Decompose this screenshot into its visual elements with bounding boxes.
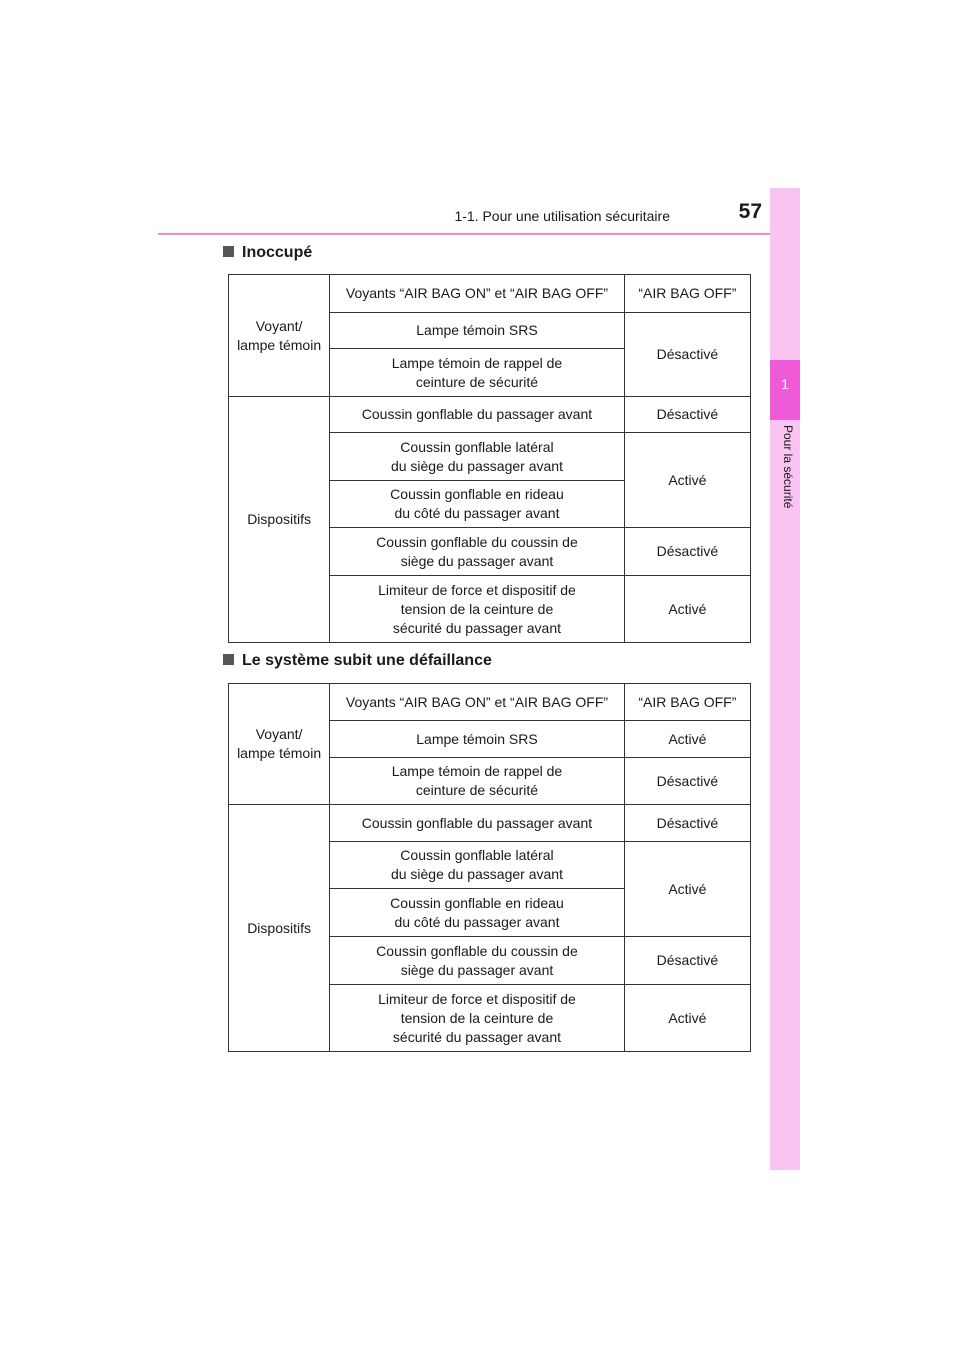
section-heading-text: Inoccupé (242, 244, 313, 261)
cell-value: Désactivé (624, 397, 750, 433)
cell-label: Coussin gonflable en rideau du côté du passager avant (330, 481, 625, 528)
cell-label: Coussin gonflable latéral du siège du passager avant (330, 433, 625, 481)
square-bullet-icon (223, 654, 234, 665)
cell-value: Activé (624, 842, 750, 937)
row-group-label-voyant: Voyant/ lampe témoin (229, 684, 330, 805)
cell-value: Désactivé (624, 758, 750, 805)
section-heading-inoccupe (223, 244, 312, 262)
chapter-number: 1 (781, 376, 789, 392)
chapter-label: Pour la sécurité (781, 425, 795, 509)
header-section-title: 1-1. Pour une utilisation sécuritaire (454, 208, 670, 224)
cell-label: Voyants “AIR BAG ON” et “AIR BAG OFF” (330, 275, 625, 313)
row-group-label-dispositifs: Dispositifs (229, 805, 330, 1052)
cell-label: Voyants “AIR BAG ON” et “AIR BAG OFF” (330, 684, 625, 721)
cell-value: “AIR BAG OFF” (624, 684, 750, 721)
header-divider (158, 233, 800, 235)
cell-label: Limiteur de force et dispositif de tension de la ceinture de sécurité du passager avant (330, 576, 625, 643)
cell-label: Lampe témoin de rappel de ceinture de sécurité (330, 349, 625, 397)
status-table-defaillance (228, 683, 751, 1052)
cell-label: Coussin gonflable en rideau du côté du passager avant (330, 889, 625, 937)
cell-value: “AIR BAG OFF” (624, 275, 750, 313)
chapter-side-tab (770, 188, 800, 1170)
section-heading-defaillance (223, 652, 492, 670)
cell-value: Désactivé (624, 937, 750, 985)
status-table-inoccupe (228, 274, 751, 643)
cell-label: Coussin gonflable du coussin de siège du passager avant (330, 528, 625, 576)
cell-value: Activé (624, 433, 750, 528)
cell-value: Activé (624, 721, 750, 758)
cell-label: Lampe témoin SRS (330, 313, 625, 349)
cell-value: Désactivé (624, 805, 750, 842)
cell-label: Coussin gonflable latéral du siège du passager avant (330, 842, 625, 889)
table-row (229, 397, 751, 433)
cell-value: Activé (624, 576, 750, 643)
cell-label: Lampe témoin de rappel de ceinture de sécurité (330, 758, 625, 805)
cell-value: Désactivé (624, 313, 750, 397)
row-group-label-voyant: Voyant/ lampe témoin (229, 275, 330, 397)
cell-label: Lampe témoin SRS (330, 721, 625, 758)
cell-value: Désactivé (624, 528, 750, 576)
cell-value: Activé (624, 985, 750, 1052)
table-row (229, 684, 751, 721)
table-row (229, 275, 751, 313)
square-bullet-icon (223, 246, 234, 257)
cell-label: Limiteur de force et dispositif de tension de la ceinture de sécurité du passager avant (330, 985, 625, 1052)
row-group-label-dispositifs: Dispositifs (229, 397, 330, 643)
page-number: 57 (738, 200, 762, 223)
cell-label: Coussin gonflable du coussin de siège du passager avant (330, 937, 625, 985)
cell-label: Coussin gonflable du passager avant (330, 397, 625, 433)
section-heading-text: Le système subit une défaillance (242, 652, 492, 669)
table-row (229, 805, 751, 842)
cell-label: Coussin gonflable du passager avant (330, 805, 625, 842)
